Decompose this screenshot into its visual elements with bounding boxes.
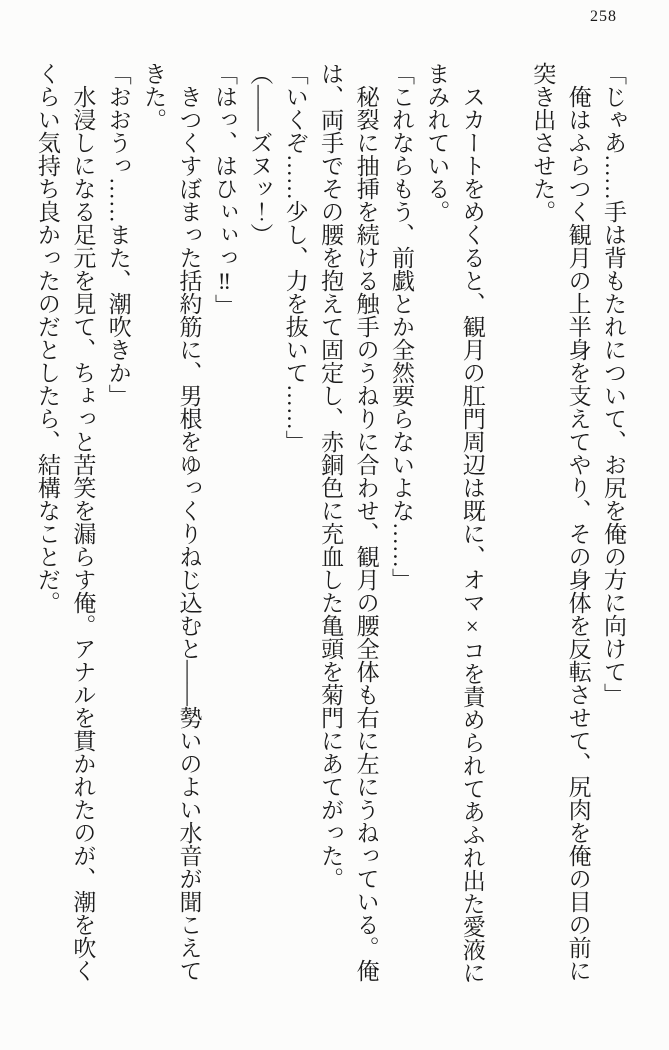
text-line: は、両手でその腰を抱えて固定し、赤銅色に充血した亀頭を菊門にあてがった。 (318, 62, 344, 890)
text-line: 「はっ、はひぃぃっ‼」 (211, 62, 237, 317)
text-line: 「これならもう、前戯とか全然要らないよな……」 (388, 62, 414, 591)
text-block (27, 62, 631, 990)
text-line: 「じゃあ……手は背もたれについて、お尻を俺の方に向けて」 (601, 62, 626, 706)
text-line: スカートをめくると、観月の肛門周辺は既に、オマ×コを責められてあふれ出た愛液に (459, 85, 485, 984)
text-line: 俺はふらつく観月の上半身を支えてやり、その身体を反転させて、尻肉を俺の目の前に (565, 85, 591, 982)
text-line: くらい気持ち良かったのだとしたら、結構なことだ。 (34, 62, 60, 614)
text-line: 秘裂に抽挿を続ける触手のうねりに合わせ、観月の腰全体も右に左にうねっている。俺 (353, 85, 379, 982)
text-line: まみれている。 (424, 62, 450, 223)
text-line: 突き出させた。 (530, 62, 556, 223)
text-line: 「おおうっ……また、潮吹きか」 (105, 62, 131, 407)
text-line: （——ズヌッ！） (247, 62, 273, 246)
text-line: きた。 (141, 62, 167, 131)
page-number: 258 (590, 8, 617, 25)
text-line: きつくすぼまった括約筋に、男根をゆっくりねじ込むと——勢いのよい水音が聞こえて (176, 85, 202, 982)
text-line: 水浸しになる足元を見て、ちょっと苦笑を漏らす俺。アナルを貫かれたのが、潮を吹く (70, 85, 96, 982)
text-line: 「いくぞ……少し、力を抜いて……」 (282, 62, 308, 453)
blank-line (490, 62, 525, 990)
